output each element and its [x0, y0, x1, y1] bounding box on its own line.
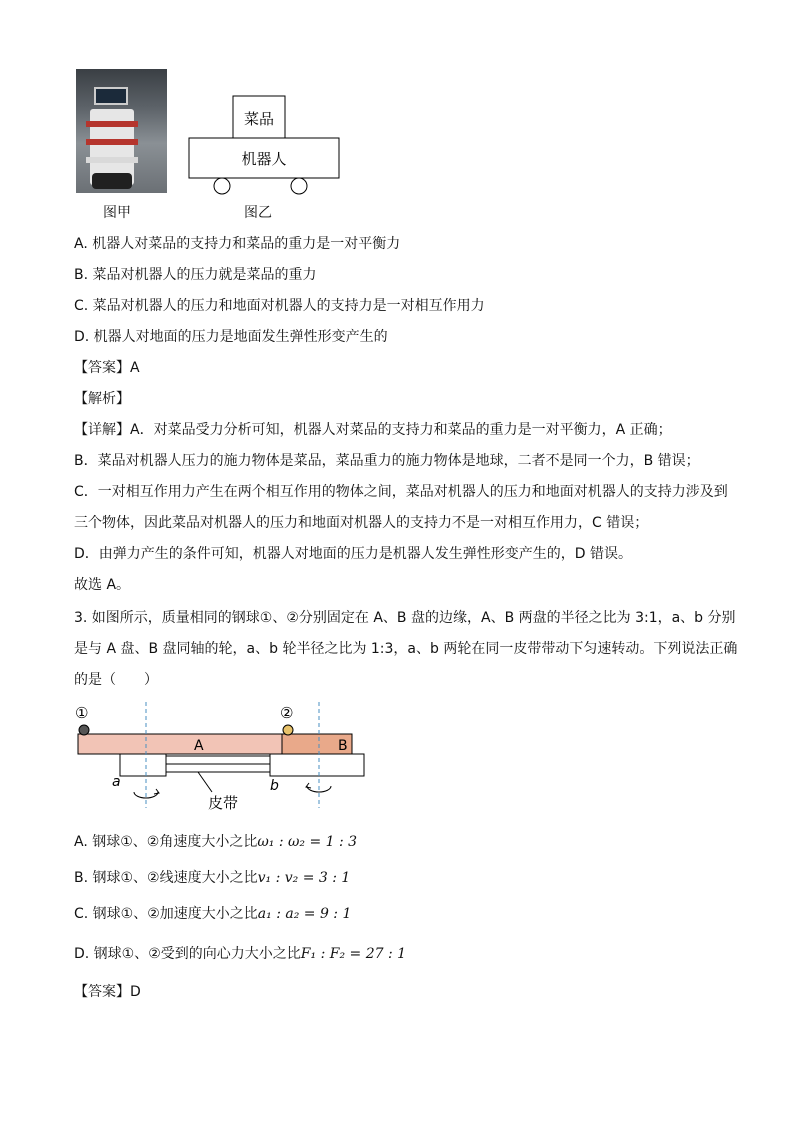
q2-analysis-line: B．菜品对机器人压力的施力物体是菜品，菜品重力的施力物体是地球，二者不是同一个力，B 错误；	[74, 453, 700, 469]
q2-option-c: C. 菜品对机器人的压力和地面对机器人的支持力是一对相互作用力	[74, 298, 485, 314]
q2-analysis-line: 【详解】A．对菜品受力分析可知，机器人对菜品的支持力和菜品的重力是一对平衡力，A 正确；	[74, 422, 672, 438]
belt-diagram	[72, 700, 372, 815]
robot-photo	[76, 69, 167, 193]
q2-analysis-line: 三个物体，因此菜品对机器人的压力和地面对机器人的支持力不是一对相互作用力，C 错误；	[74, 515, 649, 531]
q3-answer: 【答案】D	[74, 984, 141, 1000]
robot-diagram	[185, 92, 345, 198]
box-bottom-label: 机器人	[241, 150, 287, 168]
wheel-a-label: a	[112, 774, 121, 790]
q3-option-a: A. 钢球①、②角速度大小之比ω₁ : ω₂ = 1 : 3	[74, 834, 358, 850]
q2-analysis-label: 【解析】	[74, 391, 130, 407]
caption-left: 图甲	[103, 205, 131, 221]
q3-stem-line: 的是（ ）	[74, 672, 158, 688]
ball2-label: ②	[280, 704, 294, 722]
q2-analysis-line: 故选 A。	[74, 577, 131, 593]
q3-stem-line: 3. 如图所示，质量相同的钢球①、②分别固定在 A、B 盘的边缘，A、B 两盘的半径之比为 3:1，a、b 分别	[74, 610, 736, 626]
caption-right: 图乙	[244, 205, 272, 221]
q3-option-c: C. 钢球①、②加速度大小之比a₁ : a₂ = 9 : 1	[74, 906, 352, 922]
q3-option-d: D. 钢球①、②受到的向心力大小之比F₁ : F₂ = 27 : 1	[74, 946, 407, 962]
wheel-b-label: b	[270, 778, 279, 794]
ball1-label: ①	[75, 704, 89, 722]
disk-b-label: B	[338, 738, 348, 754]
q3-option-b: B. 钢球①、②线速度大小之比v₁ : v₂ = 3 : 1	[74, 870, 351, 886]
q2-analysis-line: C．一对相互作用力产生在两个相互作用的物体之间，菜品对机器人的压力和地面对机器人的支持力涉及到	[74, 484, 728, 500]
q2-analysis-line: D．由弹力产生的条件可知，机器人对地面的压力是机器人发生弹性形变产生的，D 错误。	[74, 546, 633, 562]
q2-option-a: A. 机器人对菜品的支持力和菜品的重力是一对平衡力	[74, 236, 401, 252]
q2-option-d: D. 机器人对地面的压力是地面发生弹性形变产生的	[74, 329, 388, 345]
q2-option-b: B. 菜品对机器人的压力就是菜品的重力	[74, 267, 317, 283]
box-top-label: 菜品	[243, 110, 275, 128]
disk-a-label: A	[194, 738, 204, 754]
belt-label: 皮带	[208, 794, 239, 812]
q3-stem-line: 是与 A 盘、B 盘同轴的轮，a、b 轮半径之比为 1:3，a、b 两轮在同一皮带带动下匀速转动。下列说法正确	[74, 641, 738, 657]
q2-answer: 【答案】A	[74, 360, 140, 376]
